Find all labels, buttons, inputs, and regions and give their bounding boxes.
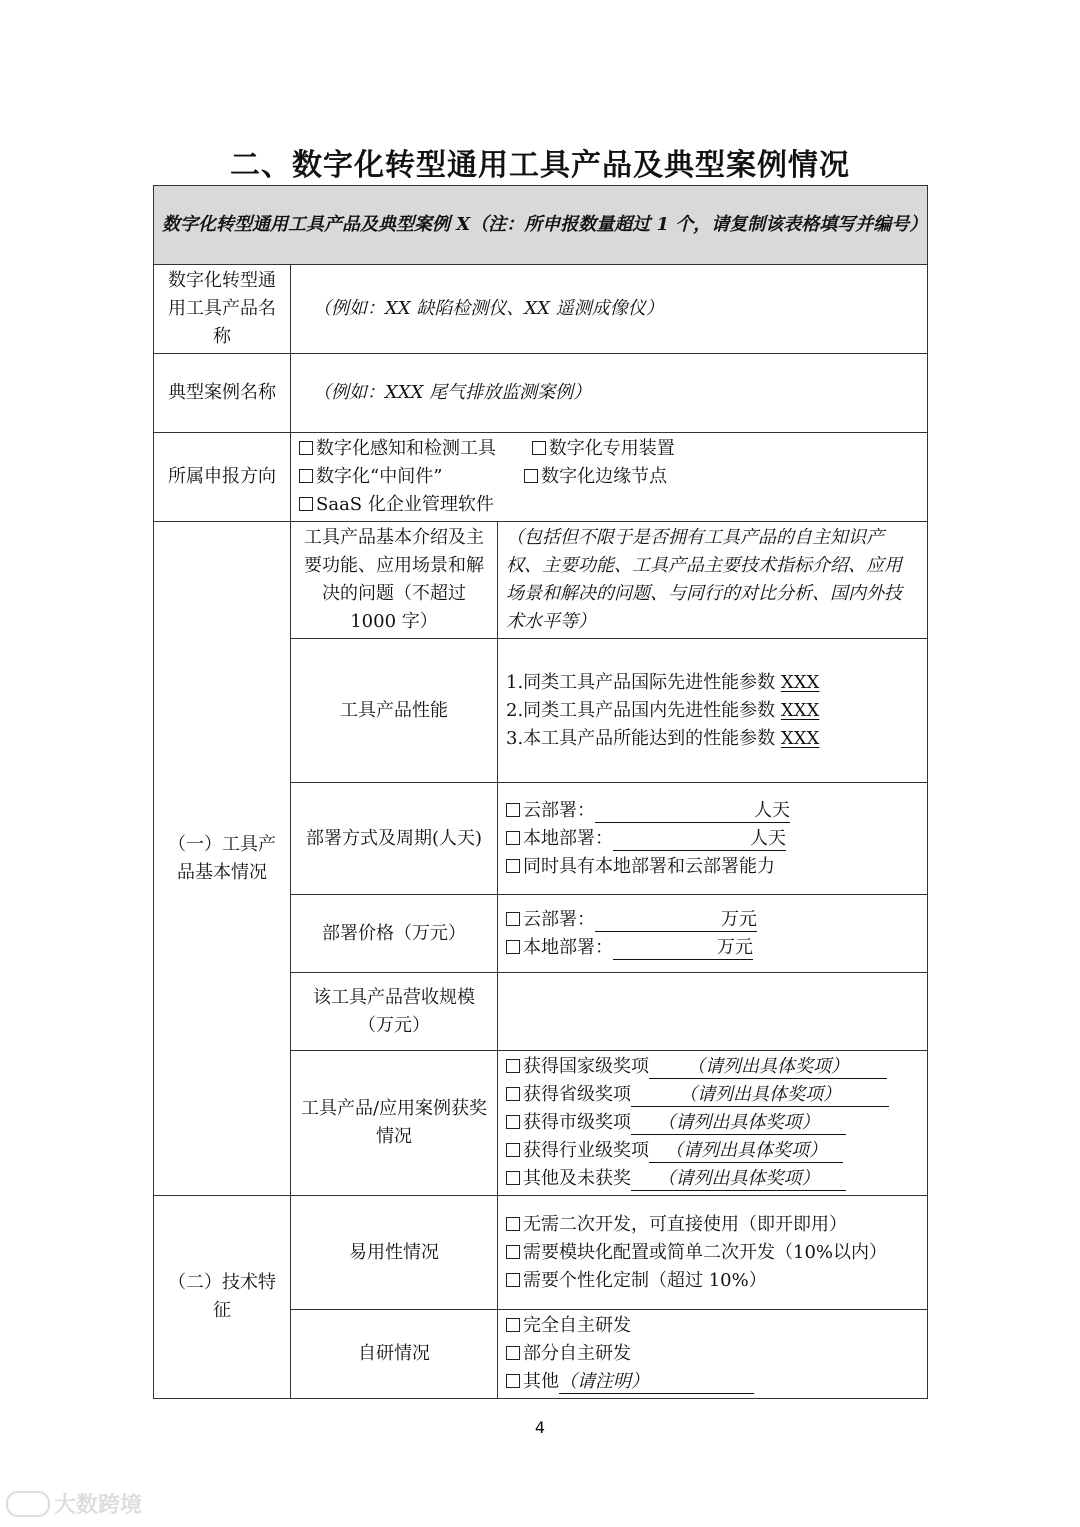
checkbox-icon <box>299 469 313 483</box>
price-local-field[interactable]: 万元 <box>613 937 753 960</box>
direction-options <box>291 433 928 522</box>
section1-label: （一）工具产品基本情况 <box>154 522 291 1196</box>
performance-items <box>498 639 928 783</box>
deployment-option-cloud[interactable]: 云部署： 人天 <box>506 797 919 825</box>
performance-item: 3.本工具产品所能达到的性能参数 XXX <box>506 727 820 749</box>
deployment-local-days-field[interactable]: 人天 <box>613 828 786 851</box>
performance-label: 工具产品性能 <box>291 639 498 783</box>
product-name-label: 数字化转型通用工具产品名称 <box>154 265 291 354</box>
direction-option-sensing[interactable]: 数字化感知和检测工具 <box>299 438 496 459</box>
rnd-option-other[interactable]: 其他（请注明） <box>506 1368 919 1396</box>
checkbox-icon <box>506 912 520 926</box>
checkbox-icon <box>506 831 520 845</box>
award-option-provincial[interactable]: 获得省级奖项 （请列出具体奖项） <box>506 1081 919 1109</box>
award-option-industry[interactable]: 获得行业级奖项 （请列出具体奖项） <box>506 1137 919 1165</box>
checkbox-icon <box>506 1115 520 1129</box>
checkbox-icon <box>506 1217 520 1231</box>
intro-row <box>154 522 928 639</box>
revenue-label: 该工具产品营收规模（万元） <box>291 973 498 1051</box>
watermark-logo-icon <box>6 1491 50 1517</box>
deployment-option-both[interactable]: 同时具有本地部署和云部署能力 <box>506 853 919 881</box>
checkbox-icon <box>506 1245 520 1259</box>
direction-option-middleware[interactable]: 数字化“中间件” <box>299 466 442 487</box>
direction-option-saas[interactable]: SaaS 化企业管理软件 <box>299 494 494 515</box>
rnd-other-field[interactable]: （请注明） <box>559 1371 754 1394</box>
table-header: 数字化转型通用工具产品及典型案例 X（注：所申报数量超过 1 个，请复制该表格填写并编号） <box>154 186 928 265</box>
performance-value-field[interactable]: XXX <box>780 699 820 721</box>
direction-row <box>154 433 928 522</box>
case-name-field[interactable]: （例如：XXX 尾气排放监测案例） <box>291 354 928 433</box>
checkbox-icon <box>506 940 520 954</box>
checkbox-icon <box>299 441 313 455</box>
usability-row <box>154 1196 928 1310</box>
award-option-city[interactable]: 获得市级奖项 （请列出具体奖项） <box>506 1109 919 1137</box>
award-national-field[interactable]: （请列出具体奖项） <box>649 1056 887 1079</box>
checkbox-icon <box>299 497 313 511</box>
application-form-table <box>153 185 928 1399</box>
deployment-cloud-days-field[interactable]: 人天 <box>595 800 790 823</box>
rnd-option-partial[interactable]: 部分自主研发 <box>506 1340 919 1368</box>
awards-label: 工具产品/应用案例获奖情况 <box>291 1051 498 1196</box>
table-header-row <box>154 186 928 265</box>
revenue-field[interactable] <box>498 973 928 1051</box>
price-cloud-field[interactable]: 万元 <box>595 909 757 932</box>
price-label: 部署价格（万元） <box>291 895 498 973</box>
checkbox-icon <box>506 1273 520 1287</box>
performance-value-field[interactable]: XXX <box>780 727 820 749</box>
checkbox-icon <box>524 469 538 483</box>
direction-label: 所属申报方向 <box>154 433 291 522</box>
performance-item: 1.同类工具产品国际先进性能参数 XXX <box>506 671 820 693</box>
performance-value-field[interactable]: XXX <box>780 671 820 693</box>
checkbox-icon <box>506 1143 520 1157</box>
rnd-option-full[interactable]: 完全自主研发 <box>506 1312 919 1340</box>
deployment-option-local[interactable]: 本地部署： 人天 <box>506 825 919 853</box>
price-option-cloud[interactable]: 云部署： 万元 <box>506 906 919 934</box>
usability-options <box>498 1196 928 1310</box>
usability-option-config[interactable]: 需要模块化配置或简单二次开发（10%以内） <box>506 1239 919 1267</box>
checkbox-icon <box>506 803 520 817</box>
award-city-field[interactable]: （请列出具体奖项） <box>631 1112 846 1135</box>
usability-label: 易用性情况 <box>291 1196 498 1310</box>
product-name-row <box>154 265 928 354</box>
checkbox-icon <box>506 1059 520 1073</box>
direction-option-edge[interactable]: 数字化边缘节点 <box>524 466 667 487</box>
price-option-local[interactable]: 本地部署： 万元 <box>506 934 919 962</box>
intro-label: 工具产品基本介绍及主要功能、应用场景和解决的问题（不超过 1000 字） <box>291 522 498 639</box>
award-option-national[interactable]: 获得国家级奖项 （请列出具体奖项） <box>506 1053 919 1081</box>
direction-option-device[interactable]: 数字化专用装置 <box>532 438 675 459</box>
page-title: 二、数字化转型通用工具产品及典型案例情况 <box>230 148 850 183</box>
product-name-field[interactable]: （例如：XX 缺陷检测仪、XX 遥测成像仪） <box>291 265 928 354</box>
usability-option-custom[interactable]: 需要个性化定制（超过 10%） <box>506 1267 919 1295</box>
case-name-label: 典型案例名称 <box>154 354 291 433</box>
intro-field[interactable]: （包括但不限于是否拥有工具产品的自主知识产权、主要功能、工具产品主要技术指标介绍、应用场景和解决的问题、与同行的对比分析、国内外技术水平等） <box>498 522 928 639</box>
case-name-row <box>154 354 928 433</box>
checkbox-icon <box>506 1171 520 1185</box>
award-industry-field[interactable]: （请列出具体奖项） <box>649 1140 843 1163</box>
rnd-label: 自研情况 <box>291 1310 498 1399</box>
section2-label: （二）技术特征 <box>154 1196 291 1399</box>
watermark: 大数跨境 <box>6 1488 142 1519</box>
award-option-other[interactable]: 其他及未获奖 （请列出具体奖项） <box>506 1165 919 1193</box>
usability-option-ready[interactable]: 无需二次开发，可直接使用（即开即用） <box>506 1211 919 1239</box>
awards-options <box>498 1051 928 1196</box>
page-number: 4 <box>534 1418 546 1437</box>
deployment-options <box>498 783 928 895</box>
performance-item: 2.同类工具产品国内先进性能参数 XXX <box>506 699 820 721</box>
deployment-label: 部署方式及周期(人天) <box>291 783 498 895</box>
checkbox-icon <box>506 1346 520 1360</box>
checkbox-icon <box>506 1087 520 1101</box>
checkbox-icon <box>506 1318 520 1332</box>
checkbox-icon <box>506 1374 520 1388</box>
rnd-options <box>498 1310 928 1399</box>
checkbox-icon <box>532 441 546 455</box>
award-other-field[interactable]: （请列出具体奖项） <box>631 1168 846 1191</box>
checkbox-icon <box>506 859 520 873</box>
price-options <box>498 895 928 973</box>
award-provincial-field[interactable]: （请列出具体奖项） <box>631 1084 889 1107</box>
